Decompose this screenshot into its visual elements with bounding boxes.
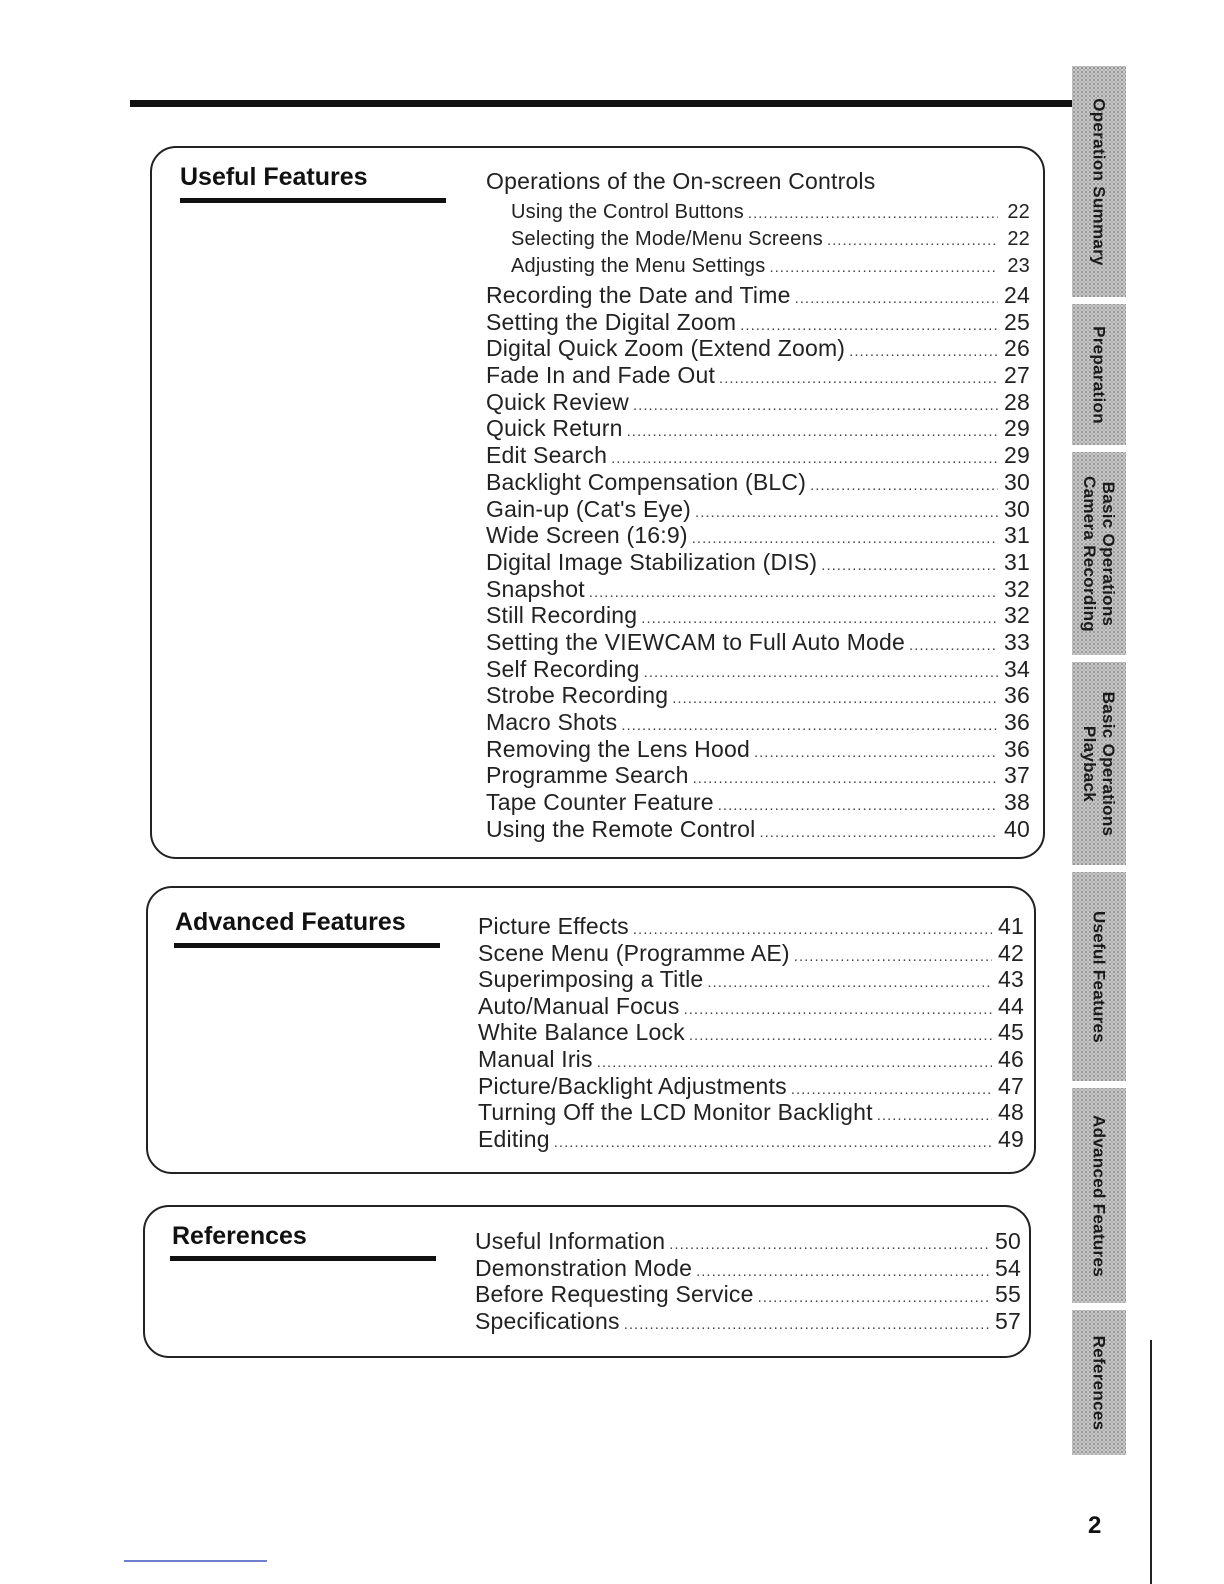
toc-entry-page: 31 — [1004, 522, 1030, 549]
toc-entry-page: 25 — [1004, 308, 1030, 335]
toc-entry[interactable] — [475, 1255, 1021, 1282]
dot-leader — [627, 423, 998, 440]
toc-entry-page: 29 — [1004, 442, 1030, 469]
toc-advanced-features — [478, 913, 1024, 1152]
dot-leader — [611, 450, 998, 467]
toc-entry-label: Still Recording — [486, 602, 638, 629]
toc-entry-page: 40 — [1004, 815, 1030, 842]
toc-entry-label: White Balance Lock — [478, 1019, 685, 1046]
toc-entry-page: 48 — [998, 1099, 1024, 1126]
toc-entry-page: 32 — [1004, 602, 1030, 629]
toc-entry-label: Demonstration Mode — [475, 1254, 693, 1281]
side-tab-strip — [1072, 66, 1126, 1462]
dot-leader — [692, 530, 998, 547]
toc-entry-label: Before Requesting Service — [475, 1281, 754, 1307]
toc-entry-page: 22 — [1007, 228, 1030, 250]
dot-leader — [669, 1236, 989, 1253]
toc-entry-page: 30 — [1004, 468, 1030, 495]
toc-entry-label: Selecting the Mode/Menu Screens — [511, 228, 823, 250]
toc-useful-features — [486, 168, 1030, 842]
toc-entry-label: Gain-up (Cat's Eye) — [486, 495, 692, 522]
dot-leader — [718, 797, 998, 814]
toc-entry[interactable] — [478, 1073, 1024, 1100]
toc-entry[interactable] — [475, 1228, 1021, 1255]
section-title-references: References — [172, 1222, 307, 1250]
dot-leader — [810, 477, 998, 494]
side-tab-label: Useful Features — [1089, 910, 1109, 1043]
toc-entry-label: Useful Information — [475, 1228, 666, 1254]
side-tab-camera-recording[interactable] — [1072, 452, 1126, 662]
side-tab-operation-summary[interactable] — [1072, 66, 1126, 304]
toc-entry[interactable] — [486, 576, 1030, 603]
dot-leader — [909, 637, 998, 654]
toc-entry-page: 24 — [1004, 282, 1030, 308]
toc-entry-label: Edit Search — [486, 442, 608, 469]
toc-entry-label: Setting the VIEWCAM to Full Auto Mode — [486, 628, 906, 655]
dot-leader — [689, 1027, 992, 1044]
toc-entry-label: Removing the Lens Hood — [486, 735, 750, 762]
toc-entry-page: 26 — [1004, 335, 1030, 362]
toc-entry[interactable] — [486, 496, 1030, 523]
dot-leader — [554, 1134, 992, 1151]
toc-entry[interactable] — [486, 789, 1030, 816]
toc-entry-label: Turning Off the LCD Monitor Backlight — [478, 1099, 873, 1126]
toc-entry-page: 46 — [998, 1045, 1024, 1072]
toc-entry-page: 50 — [995, 1228, 1021, 1254]
side-tab-label: References — [1089, 1335, 1109, 1430]
side-tab-preparation[interactable] — [1072, 304, 1126, 452]
toc-entry[interactable] — [486, 335, 1030, 362]
toc-heading-label: Operations of the On-screen Controls — [486, 168, 876, 194]
toc-entry-page: 34 — [1004, 655, 1030, 682]
toc-entry-page: 42 — [998, 939, 1024, 966]
dot-leader — [621, 717, 998, 734]
toc-entry[interactable] — [486, 656, 1030, 683]
toc-entry[interactable] — [486, 736, 1030, 763]
toc-entry-page: 44 — [998, 992, 1024, 1019]
dot-leader — [794, 948, 992, 965]
toc-entry-label: Adjusting the Menu Settings — [511, 255, 766, 277]
dot-leader — [740, 317, 998, 334]
toc-entry[interactable] — [486, 762, 1030, 789]
dot-leader — [827, 232, 998, 249]
dot-leader — [597, 1054, 992, 1071]
title-underline — [170, 1256, 436, 1261]
toc-entry[interactable] — [486, 389, 1030, 416]
side-tab-label: Basic Operations Playback — [1080, 691, 1118, 836]
toc-entry-page: 55 — [995, 1281, 1021, 1307]
toc-entry[interactable] — [478, 1019, 1024, 1046]
toc-entry-page: 29 — [1004, 415, 1030, 442]
dot-leader — [791, 1081, 992, 1098]
toc-entry-label: Self Recording — [486, 655, 640, 682]
dot-leader — [758, 1289, 989, 1306]
toc-entry[interactable] — [486, 415, 1030, 442]
toc-entry-label: Manual Iris — [478, 1045, 593, 1072]
toc-entry-page: 33 — [1004, 628, 1030, 655]
toc-entry-label: Macro Shots — [486, 709, 618, 735]
toc-entry-page: 45 — [998, 1019, 1024, 1046]
section-title-advanced-features: Advanced Features — [175, 908, 406, 936]
dot-leader — [769, 259, 998, 276]
dot-leader — [695, 504, 998, 521]
toc-entry[interactable] — [478, 1126, 1024, 1153]
toc-entry[interactable] — [486, 682, 1030, 709]
toc-entry[interactable] — [475, 1308, 1021, 1335]
toc-entry-label: Setting the Digital Zoom — [486, 308, 737, 335]
dot-leader — [849, 343, 998, 360]
toc-entry[interactable] — [478, 993, 1024, 1020]
section-title-useful-features: Useful Features — [180, 163, 368, 191]
dot-leader — [633, 921, 992, 938]
dot-leader — [748, 205, 998, 222]
toc-entry[interactable] — [478, 966, 1024, 993]
toc-entry-label: Digital Quick Zoom (Extend Zoom) — [486, 335, 846, 362]
toc-entry-page: 36 — [1004, 709, 1030, 735]
toc-entry[interactable] — [475, 1281, 1021, 1308]
toc-entry-page: 32 — [1004, 575, 1030, 602]
toc-subentry[interactable] — [486, 201, 1030, 228]
toc-entry-label: Fade In and Fade Out — [486, 362, 716, 389]
toc-entry-page: 49 — [998, 1125, 1024, 1152]
dot-leader — [589, 584, 998, 601]
toc-entry-page: 37 — [1004, 762, 1030, 789]
footer-rule — [124, 1560, 267, 1562]
toc-references — [475, 1228, 1021, 1334]
toc-entry[interactable] — [478, 940, 1024, 967]
toc-entry-label: Superimposing a Title — [478, 966, 704, 993]
dot-leader — [754, 744, 998, 761]
toc-entry-page: 30 — [1004, 495, 1030, 522]
side-tab-label: Operation Summary — [1089, 97, 1109, 266]
toc-entry-label: Specifications — [475, 1307, 620, 1334]
toc-entry[interactable] — [478, 913, 1024, 940]
toc-entry-label: Tape Counter Feature — [486, 789, 714, 816]
toc-subentry[interactable] — [486, 255, 1030, 282]
toc-entry-label: Backlight Compensation (BLC) — [486, 468, 807, 495]
toc-entry-label: Strobe Recording — [486, 682, 669, 709]
top-rule — [130, 100, 1072, 107]
toc-entry-label: Editing — [478, 1125, 550, 1152]
toc-entry[interactable] — [486, 442, 1030, 469]
toc-entry[interactable] — [486, 309, 1030, 336]
side-tab-label: Advanced Features — [1089, 1114, 1109, 1277]
toc-entry[interactable] — [486, 816, 1030, 843]
side-tab-label: Preparation — [1089, 325, 1109, 424]
toc-entry-page: 41 — [998, 913, 1024, 939]
toc-entry-page: 23 — [1007, 255, 1030, 277]
toc-entry-page: 57 — [995, 1307, 1021, 1334]
toc-entry-page: 47 — [998, 1072, 1024, 1099]
toc-entry-page: 36 — [1004, 682, 1030, 709]
toc-entry-page: 27 — [1004, 362, 1030, 389]
toc-entry-page: 36 — [1004, 735, 1030, 762]
toc-entry-page: 22 — [1007, 201, 1030, 223]
toc-entry-label: Snapshot — [486, 575, 585, 602]
side-tab-advanced-features[interactable] — [1072, 1088, 1126, 1310]
toc-entry[interactable] — [486, 549, 1030, 576]
dot-leader — [641, 610, 998, 627]
dot-leader — [633, 397, 998, 414]
dot-leader — [759, 824, 998, 841]
toc-entry-label: Using the Control Buttons — [511, 201, 744, 223]
toc-entry-label: Auto/Manual Focus — [478, 992, 680, 1019]
toc-subentry[interactable] — [486, 228, 1030, 255]
dot-leader — [696, 1263, 989, 1280]
toc-entry-label: Digital Image Stabilization (DIS) — [486, 548, 818, 575]
toc-entry[interactable] — [486, 709, 1030, 736]
page-number: 2 — [1088, 1512, 1102, 1539]
dot-leader — [707, 974, 992, 991]
toc-entry-label: Using the Remote Control — [486, 815, 756, 842]
toc-entry-label: Recording the Date and Time — [486, 282, 791, 308]
dot-leader — [821, 557, 998, 574]
dot-leader — [877, 1107, 992, 1124]
right-edge-rule — [1150, 1340, 1152, 1584]
toc-entry-label: Picture/Backlight Adjustments — [478, 1072, 787, 1099]
toc-entry-label: Quick Review — [486, 388, 629, 415]
toc-entry-page: 28 — [1004, 388, 1030, 415]
toc-entry[interactable] — [486, 362, 1030, 389]
toc-entry[interactable] — [486, 282, 1030, 309]
toc-heading[interactable] — [486, 168, 1030, 200]
dot-leader — [672, 690, 998, 707]
dot-leader — [795, 290, 998, 307]
dot-leader — [644, 664, 998, 681]
toc-entry-label: Picture Effects — [478, 913, 629, 939]
toc-entry-label: Programme Search — [486, 762, 689, 789]
toc-entry-page: 31 — [1004, 548, 1030, 575]
title-underline — [174, 943, 440, 948]
toc-entry-label: Quick Return — [486, 415, 623, 442]
toc-entry-page: 43 — [998, 966, 1024, 993]
title-underline — [180, 198, 446, 203]
dot-leader — [719, 370, 998, 387]
toc-entry[interactable] — [486, 522, 1030, 549]
side-tab-references[interactable] — [1072, 1310, 1126, 1462]
side-tab-label: Basic Operations Camera Recording — [1080, 475, 1118, 632]
toc-entry[interactable] — [478, 1046, 1024, 1073]
side-tab-playback[interactable] — [1072, 662, 1126, 872]
toc-entry[interactable] — [478, 1099, 1024, 1126]
toc-entry[interactable] — [486, 469, 1030, 496]
side-tab-useful-features[interactable] — [1072, 872, 1126, 1088]
toc-entry-page: 38 — [1004, 789, 1030, 816]
toc-entry[interactable] — [486, 602, 1030, 629]
dot-leader — [684, 1001, 992, 1018]
toc-entry-label: Wide Screen (16:9) — [486, 522, 688, 549]
toc-entry-page: 54 — [995, 1254, 1021, 1281]
toc-entry-label: Scene Menu (Programme AE) — [478, 939, 790, 966]
dot-leader — [624, 1316, 989, 1333]
toc-entry[interactable] — [486, 629, 1030, 656]
dot-leader — [693, 770, 998, 787]
